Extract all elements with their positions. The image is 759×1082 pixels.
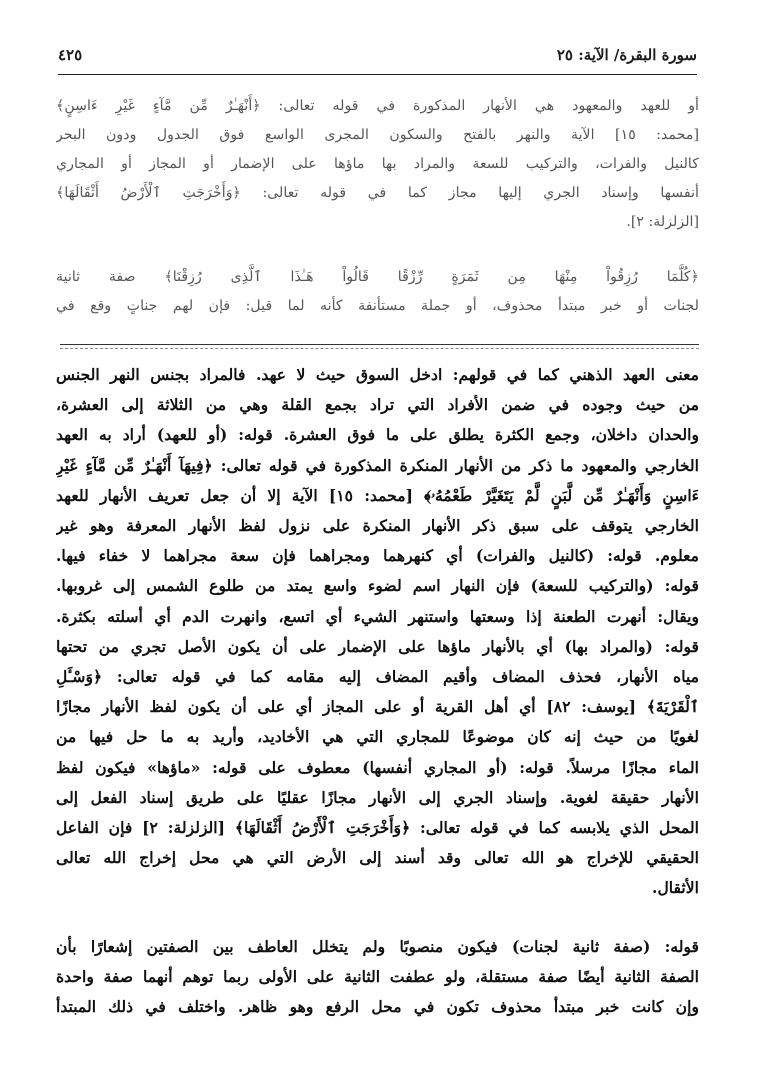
main-text-line: [الزلزلة: ٢]. (626, 214, 699, 230)
main-text-line: ﴿كُلَّمَا رُزِقُواْ مِنْهَا مِن ثَمَرَةٍ رِّزْقًا قَالُواْ هَـٰذَا ٱلَّذِى رُزِقْنَا﴾ صفة ثانية (56, 269, 699, 285)
commentary-line: الأنهار حقيقة لغوية. وإسناد الجري إلى الأنهار مجازًا عقليًا على طريق إسناد الفعل إلى (56, 787, 699, 807)
commentary-line: لغويًا من حيث إنه كان موضوعًا للمجاري التي هي الأخاديد، وأريد به ما حل فيها من (56, 727, 699, 747)
running-title: سورة البقرة/ الآية: ٢٥ (556, 46, 697, 64)
main-text-line: [محمد: ١٥] الآية والنهر بالفتح والسكون المجرى الواسع فوق الجدول ودون البحر (56, 127, 699, 143)
section-divider-dashed (60, 348, 699, 349)
page-header (58, 44, 697, 75)
commentary-line: قوله: (والمراد بها) أي بالأنهار ماؤها على الإضمار على أن يكون الأصل تجري من تحتها (56, 636, 699, 656)
section-divider (60, 344, 699, 345)
commentary-line: مياه الأنهار، فحذف المضاف وأقيم المضاف إليه مقامه كما في قوله تعالى: ﴿وَسْـَٔلِ (56, 667, 699, 687)
commentary-line: الصفة الثانية أيضًا صفة مستقلة، ولو عطفت الثانية على الأولى ربما توهم أنهما صفة واحدة (56, 966, 699, 986)
commentary-line: معلوم. قوله: (كالنيل والفرات) أي كنهرهما ومجراهما فإن سعة مجراهما لا خفاء فيها. (56, 546, 699, 566)
main-text (56, 92, 699, 321)
commentary-line: من حيث وجوده في ضمن الأفراد التي تراد بجمع القلة وهي من الثلاثة إلى العشرة، (56, 395, 699, 415)
commentary-line: وإن كانت خبر مبتدأ محذوف تكون في محل الرفع وهو ظاهر. واختلف في ذلك المبتدأ (56, 997, 699, 1017)
main-text-line: لجنات أو خبر مبتدأ محذوف، أو جملة مستأنفة كأنه لما قيل: فإن لهم جناتٍ وقع في (56, 298, 699, 314)
commentary-line: المحل الذي يلابسه كما في قوله تعالى: ﴿وَأَخْرَجَتِ ٱلْأَرْضُ أَثْقَالَهَا﴾ [الزلزلة: ٢] فإن الفاعل (56, 818, 699, 838)
commentary-line: الأثقال. (652, 878, 699, 898)
commentary-line: قوله: (صفة ثانية لجنات) فيكون منصوبًا ولم يتخلل العاطف بين الصفتين إشعارًا بأن (56, 936, 699, 956)
commentary-line: معنى العهد الذهني كما في قولهم: ادخل السوق حيث لا عهد. فالمراد بجنس النهر الجنس (56, 365, 699, 384)
main-text-line: كالنيل والفرات، والتركيب للسعة والمراد بها ماؤها على الإضمار أو المجاز أو المجاري (56, 156, 699, 172)
commentary-line: الحقيقي للإخراج هو الله تعالى وقد أسند إلى الأرض التي هي محل إخراج الله تعالى (56, 848, 699, 868)
commentary-line: والحدان داخلان، وجمع الكثرة يطلق على ما فوق العشرة. قوله: (أو للعهد) أراد به العهد (56, 425, 699, 445)
commentary-line: الماء مجازًا مرسلاً. قوله: (أو المجاري أنفسها) معطوف على قوله: «ماؤها» فيكون لفظ (56, 757, 699, 777)
commentary-line: الخارجي يتوقف على سبق ذكر الأنهار المنكرة على نزول لفظ الأنهار المعرفة وهو غير (56, 516, 699, 536)
commentary-line: قوله: (والتركيب للسعة) فإن النهار اسم لضوء واسع يمتد من طلوع الشمس إلى غروبها. (56, 576, 699, 596)
commentary-line: ءَاسِنٍ وَأَنْهَـٰرٌ مِّن لَّبَنٍ لَّمْ يَتَغَيَّرْ طَعْمُهُۥ﴾ [محمد: ١٥] الآية إلا أن جعل تعريف الأنهار للعهد (56, 485, 699, 505)
commentary-text (56, 360, 699, 1022)
commentary-line: ٱلْقَرْيَةَ﴾ [يوسف: ٨٢] أي أهل القرية أو على المجاز أي على أن يكون لفظ الأنهار مجازًا (56, 697, 699, 717)
main-text-line: أنفسها وإسناد الجري إليها مجاز كما في قوله تعالى: ﴿وَأَخْرَجَتِ ٱلْأَرْضُ أَثْقَالَهَا﴾ (56, 185, 699, 201)
main-text-line: أو للعهد والمعهود هي الأنهار المذكورة في قوله تعالى: ﴿أَنْهَـٰرٌ مِّن مَّآءٍ غَيْرِ ءَاسِنٍ﴾ (56, 98, 699, 114)
page-number: ٤٢٥ (58, 46, 83, 64)
commentary-line: ويقال: أنهرت الطعنة إذا وسعتها واستنهر الشيء أي اتسع، وانهرت الدم أي أسلته بكثرة. (56, 606, 699, 626)
commentary-line: الخارجي والمعهود ما ذكر من الأنهار المنكرة المذكورة في قوله تعالى: ﴿فِيهَآ أَنْهَـٰرٌ مِّن مَّآءٍ غَيْرِ (56, 455, 699, 475)
